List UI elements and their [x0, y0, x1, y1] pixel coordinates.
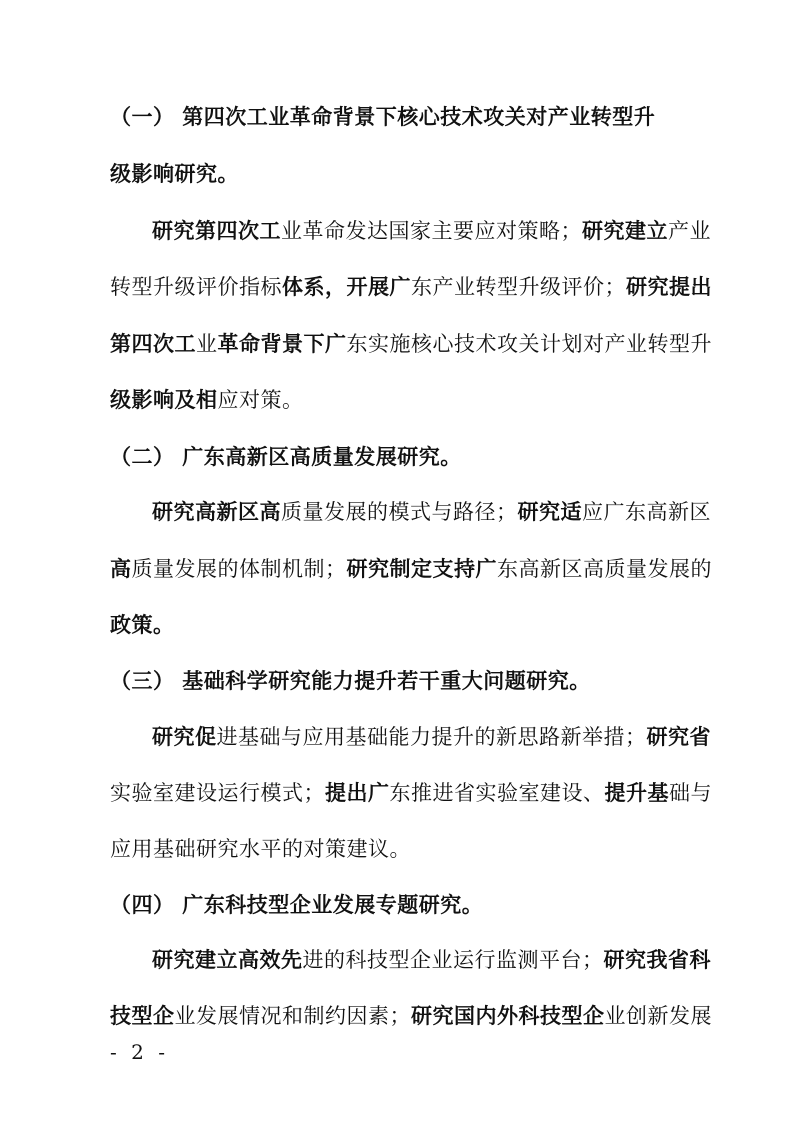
text-run: 研究建立 [582, 219, 668, 243]
text-run: 东高新区高质量发展的 [497, 557, 712, 581]
text-run: 研究提出 [626, 275, 712, 299]
text-run: 业创新发展 [604, 1004, 712, 1028]
text-run: 业革命发达国家主要应对策略； [281, 219, 582, 243]
text-run: 革命背景下广 [217, 332, 347, 356]
text-run: 进基础与应用基础能力提升的新思路新举措； [216, 725, 647, 749]
text-run: 第四次工 [110, 332, 196, 356]
text-run: 研究省 [646, 725, 711, 749]
text-run: 质量发展的模式与路径； [281, 500, 518, 524]
text-run: 高 [110, 557, 132, 581]
section-1-body-line-2 [110, 272, 720, 302]
section-2-body-line-1 [152, 497, 722, 527]
section-1-heading-line-2: 级影响研究。 [110, 162, 239, 186]
section-4-heading: （四） 广东科技型企业发展专题研究。 [110, 893, 484, 917]
text-run: 业发展情况和制约因素； [174, 1004, 411, 1028]
text-run: 研究建立高效先 [152, 948, 303, 972]
page-number: - 2 - [110, 1040, 169, 1064]
text-run: 质量发展的体制机制； [131, 557, 347, 581]
section-3-body-line-2 [110, 778, 720, 808]
text-run: 提出广 [325, 781, 390, 805]
text-run: 应用基础研究水平的对策建议。 [110, 837, 411, 861]
text-run: 研究第四次工 [152, 219, 281, 243]
section-3-heading: （三） 基础科学研究能力提升若干重大问题研究。 [110, 669, 591, 693]
text-run: 研究适 [517, 500, 582, 524]
text-run: 业 [196, 332, 218, 356]
section-2-body-line-3 [110, 610, 720, 640]
text-run: 研究促 [152, 725, 217, 749]
text-run: 产业 [668, 219, 711, 243]
text-run: 研究制定支持广 [346, 557, 497, 581]
section-1-body-line-3 [110, 329, 720, 359]
text-run: 实验室建设运行模式； [110, 781, 325, 805]
text-run: 东推进省实验室建设、 [389, 781, 605, 805]
text-run: 研究我省科 [603, 948, 711, 972]
text-run: 政策。 [110, 613, 175, 637]
section-4-body-line-1 [152, 945, 722, 975]
text-run: 体系，开展广 [282, 275, 411, 299]
text-run: 转型升级评价指标 [110, 275, 282, 299]
text-run: 级影响及相 [110, 388, 218, 412]
text-run: 提升基 [604, 781, 669, 805]
section-1-body-line-4 [110, 385, 720, 415]
text-run: 应对策。 [217, 388, 304, 412]
section-2-heading: （二） 广东高新区高质量发展研究。 [110, 445, 462, 469]
text-run: 研究国内外科技型企 [411, 1004, 605, 1028]
section-2-body-line-2 [110, 554, 720, 584]
text-run: 应广东高新区 [582, 500, 711, 524]
text-run: 技型企 [110, 1004, 175, 1028]
text-run: 础与 [669, 781, 712, 805]
section-4-body-line-2 [110, 1001, 720, 1031]
section-3-body-line-1 [152, 722, 722, 752]
text-run: 东实施核心技术攻关计划对产业转型升 [346, 332, 712, 356]
text-run: 东产业转型升级评价； [411, 275, 626, 299]
text-run: 研究高新区高 [152, 500, 281, 524]
section-1-heading-line-1: （一） 第四次工业革命背景下核心技术攻关对产业转型升 [110, 105, 656, 129]
text-run: 进的科技型企业运行监测平台； [302, 948, 604, 972]
section-1-body-line-1 [152, 216, 722, 246]
section-3-body-line-3 [110, 834, 720, 864]
